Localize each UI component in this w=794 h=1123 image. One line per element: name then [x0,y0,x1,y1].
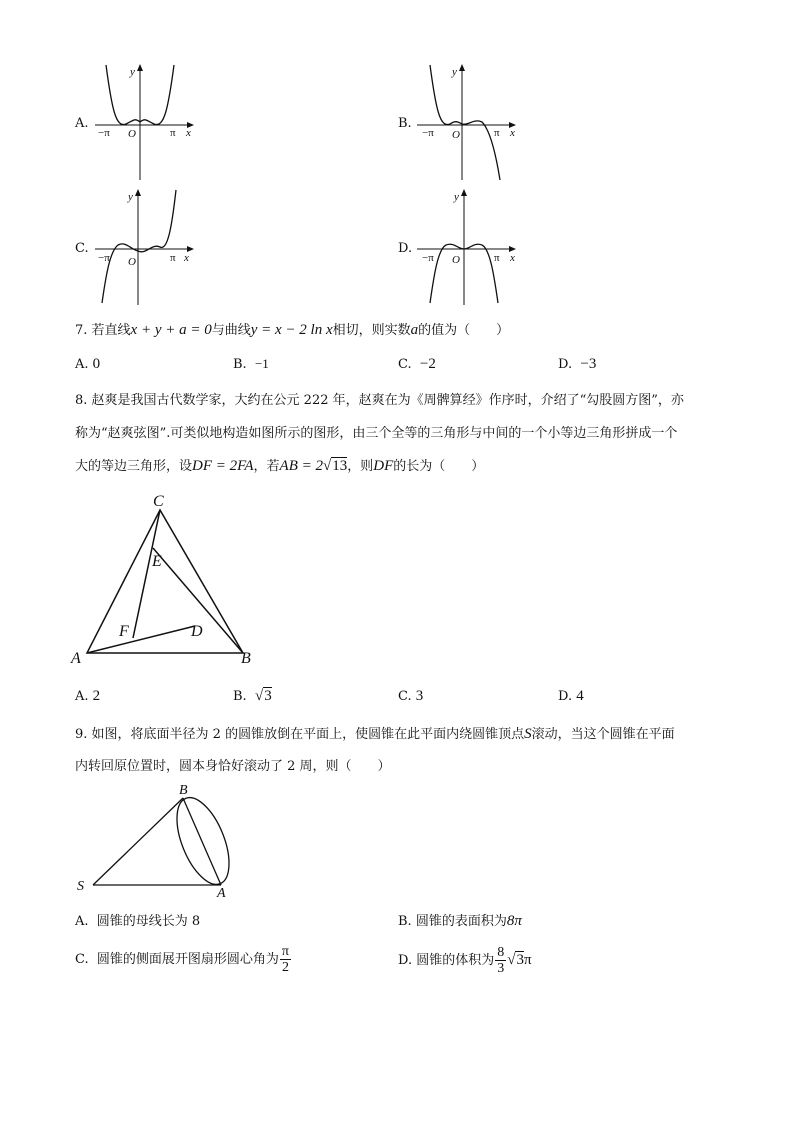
option-value: 8π [506,913,522,929]
option-value: −3 [580,356,597,372]
segment-CF [133,510,160,638]
x-label: x [510,127,515,139]
q9-option-d[interactable]: D. 圆锥的体积为 $\frac{8}{3}$ √3π [398,945,532,976]
q7-curve-eq: y = x − 2 ln x [250,322,333,338]
option-value: 3 [415,688,424,704]
x-neg-tick: −π [422,252,434,264]
q9-line2: 内转回原位置时，圆本身恰好滚动了 2 周，则（ ） [75,759,391,774]
q6-graph-d [412,185,522,310]
q9-option-a[interactable] [75,910,200,929]
option-label: B. [233,689,247,704]
option-radicand: 3 [516,952,524,968]
q7-option-b[interactable] [233,356,269,372]
q8-cond2-radicand: 13 [332,458,348,474]
option-label: D. [558,357,573,372]
label-b: B [241,650,251,667]
q8-option-b[interactable]: B. √3 [233,688,272,704]
option-text: 圆锥的体积为 [416,953,495,968]
origin-label: O [128,256,136,268]
origin-label: O [128,128,136,140]
q6-graph-a [90,60,200,185]
q7-stem [75,318,509,343]
option-value: 0 [92,356,101,372]
q6-option-d-label: D. [398,241,413,256]
cone-base [166,790,239,891]
option-label: A. [75,357,89,372]
option-text: 圆锥的侧面展开图扇形圆心角为 [96,952,279,967]
q9-option-b[interactable] [398,910,522,930]
x-pos-tick: π [170,127,176,139]
y-arrow-icon [137,64,143,71]
y-arrow-icon [135,189,141,196]
label-a: A [71,650,81,667]
q8-line1: 8. 赵爽是我国古代数学家，大约在公元 222 年，赵爽在为《周髀算经》作序时，介绍了“勾股圆方图”，亦 [75,393,684,408]
q8-target: DF [373,458,394,474]
q8-line2: 称为“赵爽弦图”.可类似地构造如图所示的图形，由三个全等的三角形与中间的一个小等边三角形拼成一个 [75,426,678,441]
fraction-numerator: 8 [497,945,505,960]
label-f: F [119,623,129,640]
option-fraction [495,945,506,976]
option-label: B. [398,914,412,929]
option-pi: π [523,952,532,968]
option-fraction [280,944,291,975]
q8-text-a: 大的等边三角形，设 [75,459,193,474]
q9-figure [75,780,245,900]
q7-line-eq: x + y + a = 0 [130,322,212,338]
fraction-denominator: 2 [281,960,289,975]
q9-text-a: 9. 如图，将底面半径为 2 的圆锥放倒在平面上，使圆锥在此平面内绕圆锥顶点 [75,727,525,742]
x-neg-tick: −π [422,127,434,139]
label-e: E [152,553,162,570]
option-label: C. [398,689,412,704]
curve [102,190,176,303]
option-label: C. [75,952,89,967]
q8-cond1: DF = 2FA [192,458,254,474]
q8-option-a[interactable] [75,688,100,705]
q6-option-c-label: C. [75,241,89,256]
y-label: y [130,66,135,78]
q7-after: 相切，则实数 [332,323,411,338]
generatrix-SB [93,798,183,885]
x-pos-tick: π [494,252,500,264]
q8-text-d: 的长为（ ） [393,459,485,474]
q8-option-c[interactable] [398,688,423,705]
q7-var: a [410,322,419,338]
q8-line3: 大的等边三角形，设DF = 2FA，若AB = 2√13，则DF的长为（ ） [75,458,485,474]
q7-option-c[interactable] [398,356,436,373]
q9-point-s: S [524,726,532,742]
option-value: −2 [419,356,436,372]
q7-option-a[interactable] [75,356,100,373]
diameter-AB [183,798,221,885]
q7-prefix: 7. 若直线 [75,323,131,338]
option-text: 圆锥的母线长为 8 [96,914,201,929]
q9-option-c[interactable] [75,940,292,980]
curve [430,65,500,180]
label-d: D [191,623,203,640]
outer-triangle [87,510,243,653]
q8-text-c: ，则 [347,459,374,474]
q7-option-d[interactable] [558,356,596,373]
origin-label: O [452,129,460,141]
q9-text-b: 滚动，当这个圆锥在平面 [531,727,675,742]
x-pos-tick: π [494,127,500,139]
y-label: y [452,66,457,78]
fraction-numerator: π [281,944,289,959]
option-value: 3 [264,688,272,704]
option-label: D. [558,689,573,704]
option-label: D. [398,953,413,968]
option-label: C. [398,357,412,372]
x-neg-tick: −π [98,127,110,139]
q8-figure [65,490,275,670]
label-a: A [217,886,226,900]
label-b: B [179,783,188,798]
q6-graph-b [412,60,522,185]
y-label: y [454,191,459,203]
option-label: A. [75,914,89,929]
q9-line1 [75,723,675,743]
origin-label: O [452,254,460,266]
option-value: 4 [576,688,584,704]
label-s: S [77,879,84,894]
option-label: B. [233,357,247,372]
option-value: 2 [92,688,101,704]
x-neg-tick: −π [98,252,110,264]
q8-option-d[interactable] [558,688,584,705]
label-c: C [153,493,164,510]
x-label: x [184,252,189,264]
x-label: x [186,127,191,139]
x-label: x [510,252,515,264]
q8-cond2: AB = 2 [279,458,323,474]
q7-suffix: 的值为（ ） [418,323,510,338]
y-arrow-icon [461,189,467,196]
y-label: y [128,191,133,203]
x-pos-tick: π [170,252,176,264]
option-value: −1 [254,356,269,371]
q6-option-a-label: A. [75,116,89,131]
q8-text-b: ，若 [253,459,280,474]
option-text: 圆锥的表面积为 [415,914,507,929]
q7-mid: 与曲线 [211,323,251,338]
option-label: A. [75,689,89,704]
segment-AD [87,626,195,653]
q6-graph-c [90,185,200,310]
fraction-denominator: 3 [497,961,505,976]
q6-option-b-label: B. [398,116,412,131]
y-arrow-icon [459,64,465,71]
